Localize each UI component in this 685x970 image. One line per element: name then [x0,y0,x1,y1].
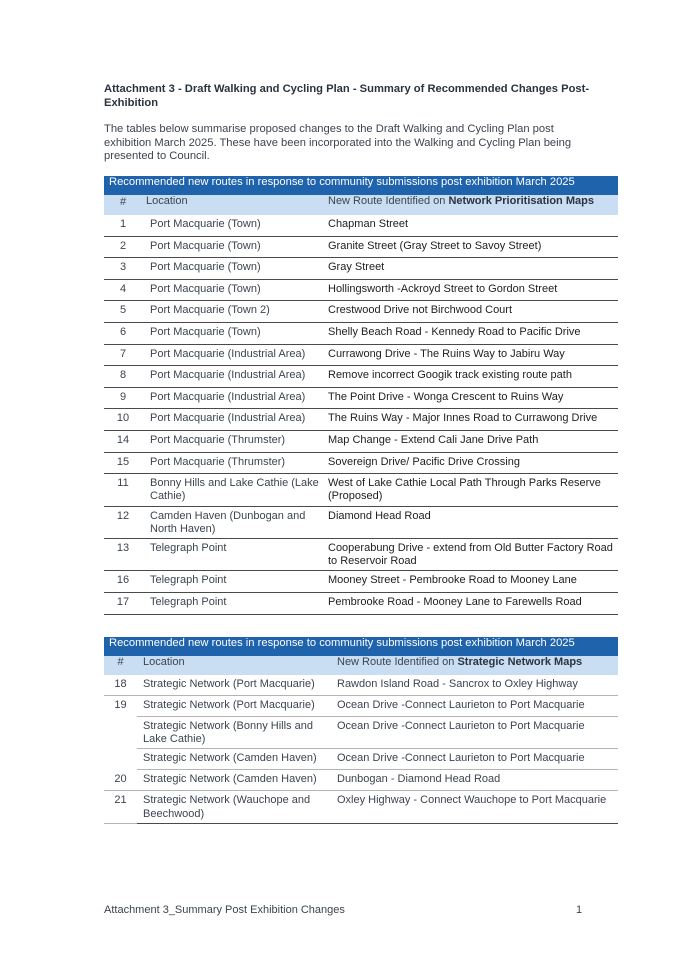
row-number: 18 [104,675,137,696]
table-row [104,749,618,770]
row-location: Port Macquarie (Industrial Area) [142,387,324,409]
row-number: 13 [104,538,142,570]
row-number: 10 [104,409,142,431]
table-row [104,474,618,506]
row-location: Camden Haven (Dunbogan and North Haven) [142,506,324,538]
row-number: 12 [104,506,142,538]
table-row [104,717,618,749]
row-location: Strategic Network (Port Macquarie) [137,675,333,696]
table-row [104,344,618,366]
row-route: Dunbogan - Diamond Head Road [333,770,618,791]
row-location: Telegraph Point [142,538,324,570]
row-location: Strategic Network (Camden Haven) [137,749,333,770]
row-number: 19 [114,699,127,711]
row-route: Cooperabung Drive - extend from Old Butter Factory Road to Reservoir Road [324,538,618,570]
row-location: Port Macquarie (Town) [142,279,324,301]
strategic-network-table [104,637,618,824]
row-location: Strategic Network (Port Macquarie) [137,696,333,717]
row-location: Strategic Network (Camden Haven) [137,770,333,791]
footer-label: Attachment 3_Summary Post Exhibition Changes [104,904,345,916]
row-location: Bonny Hills and Lake Cathie (Lake Cathie) [142,474,324,506]
row-location: Strategic Network (Wauchope and Beechwood) [137,791,333,823]
row-number: 8 [104,366,142,388]
header-route: New Route Identified on Strategic Network Maps [333,656,618,675]
row-number: 16 [104,571,142,593]
row-route: Map Change - Extend Cali Jane Drive Path [324,430,618,452]
table-row [104,506,618,538]
row-number: 7 [104,344,142,366]
row-number: 14 [104,430,142,452]
row-route: Shelly Beach Road - Kennedy Road to Pacific Drive [324,322,618,344]
table-row [104,675,618,696]
header-num: # [104,195,142,215]
row-route: Diamond Head Road [324,506,618,538]
row-number [104,749,137,770]
table-row [104,322,618,344]
row-route: Crestwood Drive not Birchwood Court [324,301,618,323]
table-row [104,538,618,570]
row-route: Oxley Highway - Connect Wauchope to Port Macquarie [333,791,618,823]
table-row [104,452,618,474]
table-row [104,236,618,258]
row-route: West of Lake Cathie Local Path Through Parks Reserve (Proposed) [324,474,618,506]
table-banner: Recommended new routes in response to community submissions post exhibition March 2025 [104,637,618,656]
row-number: 17 [104,592,142,614]
header-location: Location [137,656,333,675]
row-number [104,717,137,749]
row-route: The Ruins Way - Major Innes Road to Currawong Drive [324,409,618,431]
row-location: Telegraph Point [142,592,324,614]
row-location: Port Macquarie (Town) [142,322,324,344]
row-location: Port Macquarie (Industrial Area) [142,409,324,431]
table-row [104,387,618,409]
header-location: Location [142,195,324,215]
row-number: 2 [104,236,142,258]
row-route: Ocean Drive -Connect Laurieton to Port Macquarie [333,717,618,749]
row-number: 20 [104,770,137,791]
row-route: Gray Street [324,258,618,280]
table-row [104,215,618,236]
row-number: 6 [104,322,142,344]
row-route: Ocean Drive -Connect Laurieton to Port Macquarie [333,696,618,717]
row-route: Chapman Street [324,215,618,236]
row-location: Telegraph Point [142,571,324,593]
row-route: Ocean Drive -Connect Laurieton to Port Macquarie [333,749,618,770]
row-location: Port Macquarie (Town) [142,236,324,258]
row-route: The Point Drive - Wonga Crescent to Ruins Way [324,387,618,409]
row-number: 5 [104,301,142,323]
row-number: 3 [104,258,142,280]
table-row [104,430,618,452]
page-number: 1 [576,904,583,916]
table-row [104,770,618,791]
table-row [104,366,618,388]
intro-paragraph: The tables below summarise proposed changes to the Draft Walking and Cycling Plan post exhibition March 2025. These have been incorporated into the Walking and Cycling Plan being presented to Council. [104,123,572,162]
row-number: 11 [104,474,142,506]
table-row [104,592,618,614]
table-row [104,301,618,323]
table-row [104,696,618,717]
document-title: Attachment 3 - Draft Walking and Cycling Plan - Summary of Recommended Changes Post-Exhibition [104,83,590,109]
row-location: Port Macquarie (Industrial Area) [142,344,324,366]
row-number: 15 [104,452,142,474]
row-location: Port Macquarie (Town) [142,258,324,280]
network-prioritisation-table [104,176,618,615]
table-row [104,791,618,823]
table-row [104,571,618,593]
row-route: Rawdon Island Road - Sancrox to Oxley Highway [333,675,618,696]
row-route: Remove incorrect Googik track existing route path [324,366,618,388]
row-route: Pembrooke Road - Mooney Lane to Farewells Road [324,592,618,614]
row-route: Hollingsworth -Ackroyd Street to Gordon Street [324,279,618,301]
table-row [104,409,618,431]
row-route: Sovereign Drive/ Pacific Drive Crossing [324,452,618,474]
row-location: Port Macquarie (Thrumster) [142,430,324,452]
row-number: 1 [104,215,142,236]
row-number: 21 [104,791,137,823]
table-row [104,258,618,280]
row-route: Mooney Street - Pembrooke Road to Mooney Lane [324,571,618,593]
row-number: 4 [104,279,142,301]
row-location: Port Macquarie (Thrumster) [142,452,324,474]
row-number: 9 [104,387,142,409]
header-route: New Route Identified on Network Prioritisation Maps [324,195,618,215]
row-route: Currawong Drive - The Ruins Way to Jabiru Way [324,344,618,366]
row-location: Port Macquarie (Town) [142,215,324,236]
row-route: Granite Street (Gray Street to Savoy Street) [324,236,618,258]
row-location: Port Macquarie (Town 2) [142,301,324,323]
table-banner: Recommended new routes in response to community submissions post exhibition March 2025 [104,176,618,195]
table-row [104,279,618,301]
row-location: Port Macquarie (Industrial Area) [142,366,324,388]
header-num: # [104,656,137,675]
row-location: Strategic Network (Bonny Hills and Lake Cathie) [137,717,333,749]
